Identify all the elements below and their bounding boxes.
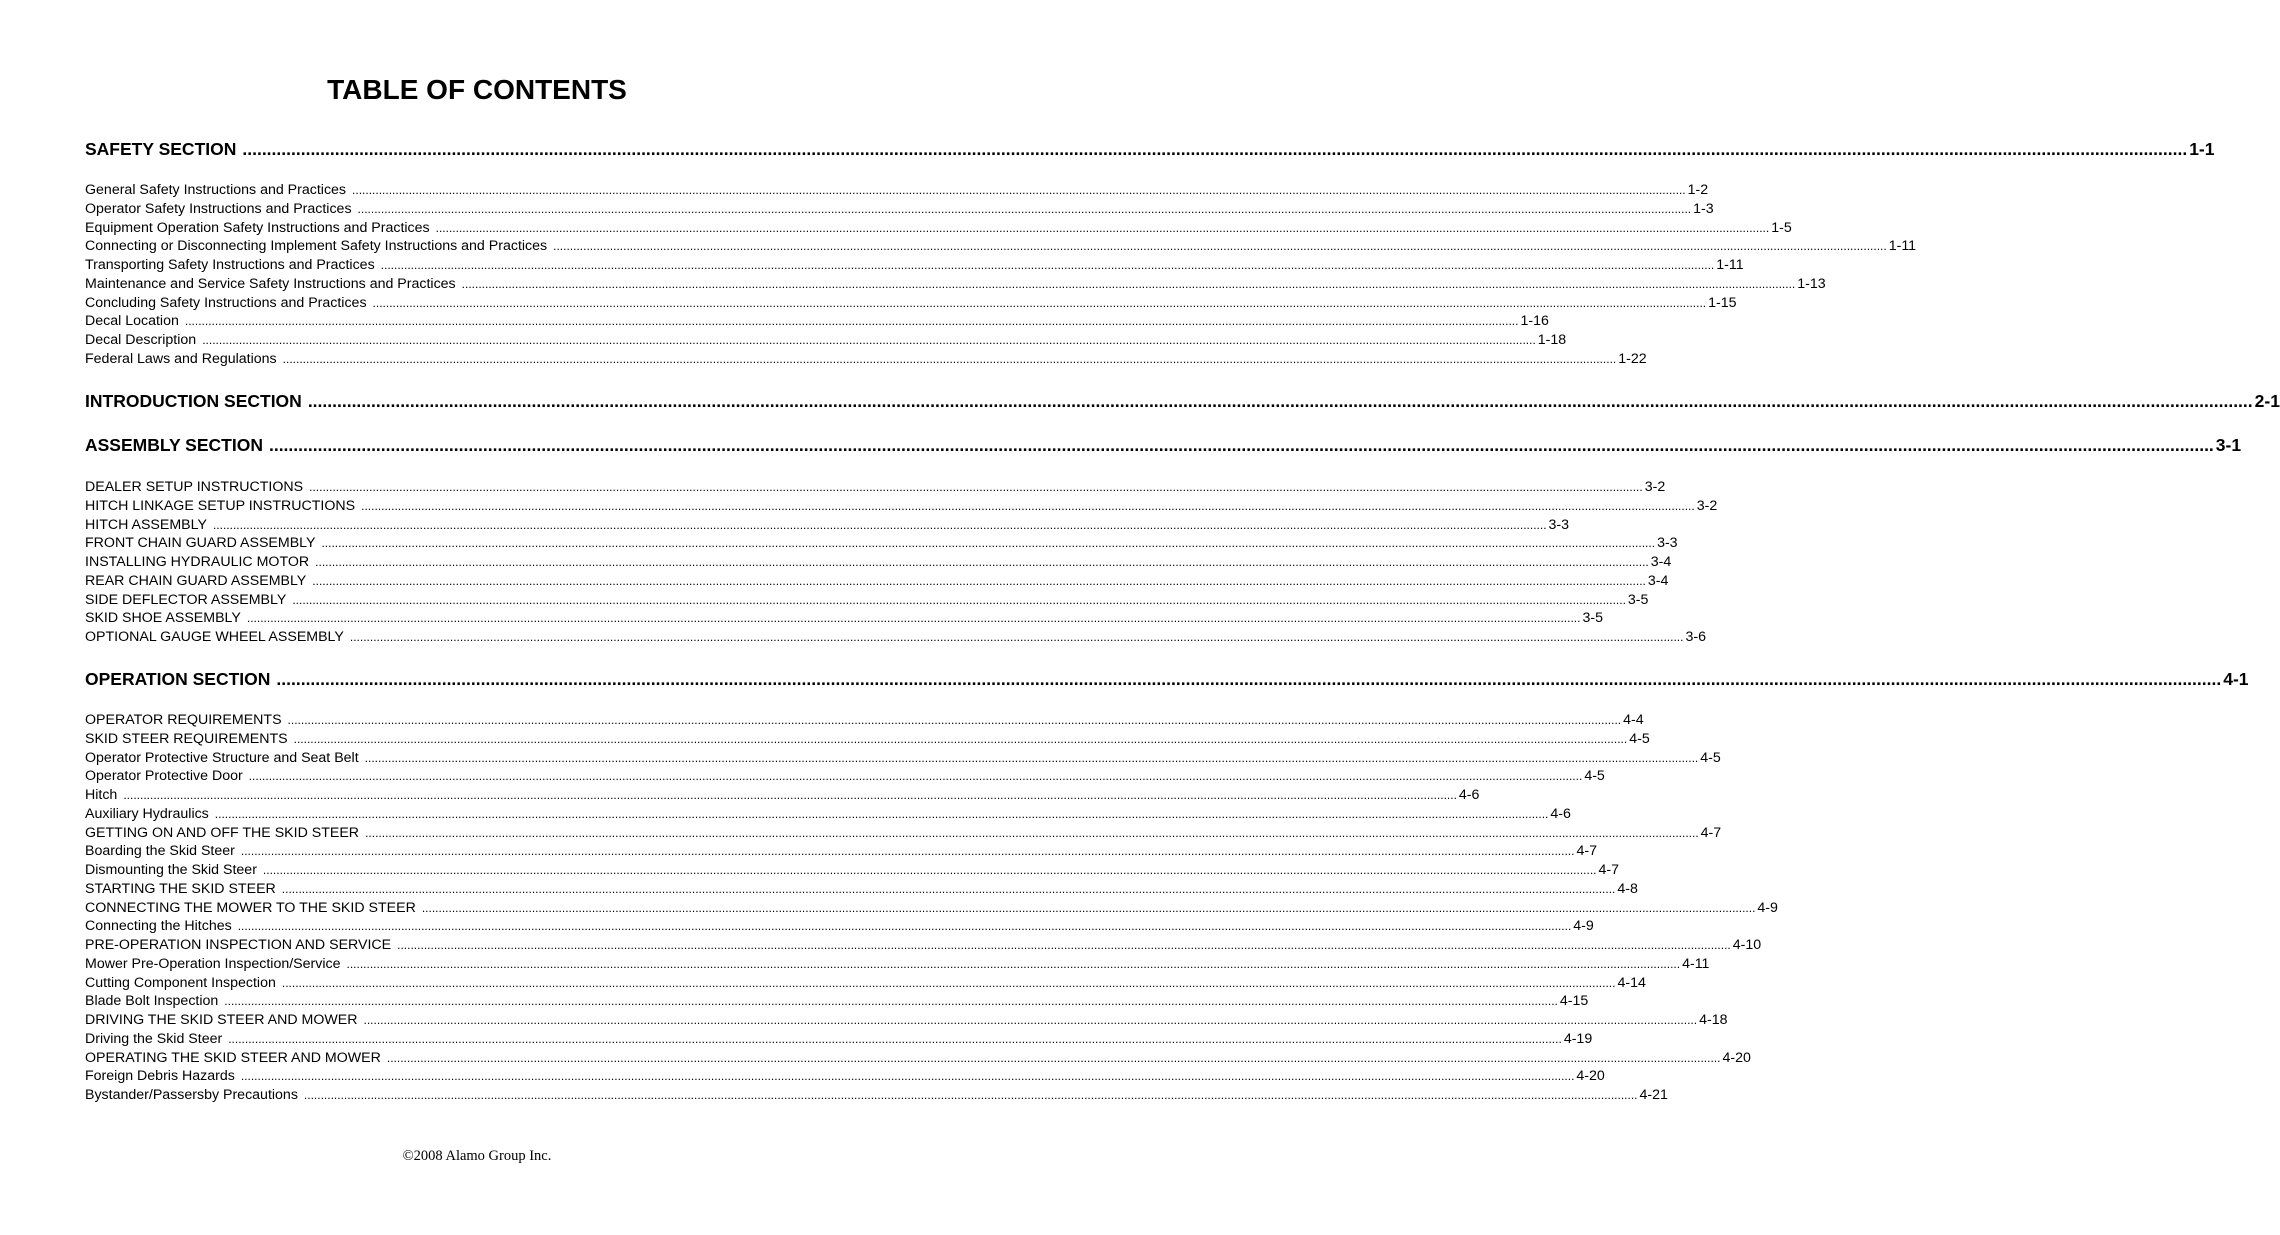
- toc-entry[interactable]: [85, 787, 1480, 803]
- toc-section-heading[interactable]: [85, 435, 2242, 456]
- toc-entry-label: Auxiliary Hydraulics: [85, 805, 209, 822]
- toc-entry[interactable]: [85, 479, 1666, 495]
- toc-entry-page-number: 4-6: [1550, 805, 1571, 822]
- toc-entry-page-number: 4-8: [1617, 880, 1638, 897]
- dot-leader: ................................................................................................................................................................................................................................................................................................................................................................................................................: [321, 536, 1656, 551]
- toc-entry-label: OPTIONAL GAUGE WHEEL ASSEMBLY: [85, 629, 344, 645]
- toc-entry-label: GETTING ON AND OFF THE SKID STEER: [85, 824, 360, 841]
- toc-entry[interactable]: [85, 993, 1589, 1010]
- toc-entry[interactable]: [85, 554, 1672, 570]
- dot-leader: ................................................................................................................................................................................................................................................................................................................................................................................................................: [361, 498, 1695, 513]
- toc-entry-page-number: 1-11: [1716, 257, 1744, 273]
- toc-entry-label: Dismounting the Skid Steer: [85, 862, 257, 878]
- toc-entry-label: Operator Safety Instructions and Practices: [85, 200, 352, 217]
- toc-entry[interactable]: [85, 610, 1603, 627]
- toc-entry-page-number: 1-2: [1687, 182, 1709, 198]
- toc-entry-page-number: 1-15: [1708, 294, 1737, 311]
- toc-entry-label: Decal Description: [85, 332, 197, 348]
- dot-leader: ................................................................................................................................................................................................................................................................................................................................................................................................................: [281, 881, 1616, 896]
- toc-entry-page-number: 4-14: [1617, 974, 1646, 991]
- toc-entry-page-number: 1-18: [1537, 332, 1567, 348]
- dot-leader: ................................................................................................................................................................................................................................................................................................................................................................................................................: [240, 844, 1575, 859]
- toc-entry[interactable]: [85, 937, 1762, 953]
- dot-leader: ................................................................................................................................................................................................................................................................................................................................................................................................................: [312, 573, 1646, 588]
- toc-entry-page-number: 4-15: [1559, 993, 1589, 1010]
- toc-entry[interactable]: [85, 1012, 1728, 1028]
- toc-entry[interactable]: [85, 350, 1647, 367]
- toc-entry-label: SIDE DEFLECTOR ASSEMBLY: [85, 591, 287, 608]
- dot-leader: ................................................................................................................................................................................................................................................................................................................................................................................................................: [237, 919, 1572, 934]
- toc-entry-label: Bystander/Passersby Precautions: [85, 1087, 298, 1103]
- toc-entry-page-number: 4-20: [1576, 1068, 1605, 1085]
- toc-entry-label: STARTING THE SKID STEER: [85, 880, 276, 897]
- dot-leader: ................................................................................................................................................................................................................................................................................................................................................................................................................: [184, 314, 1519, 329]
- toc-entry[interactable]: [85, 1030, 1593, 1047]
- toc-entry-label: General Safety Instructions and Practices: [85, 182, 347, 198]
- dot-leader: ................................................................................................................................................................................................................................................................................................................................................................................................................: [123, 788, 1457, 802]
- dot-leader: ................................................................................................................................................................................................................................................................................................................................................................................................................: [303, 1088, 1638, 1102]
- toc-section-heading-label: INTRODUCTION SECTION: [85, 391, 302, 411]
- toc-entry[interactable]: [85, 899, 1778, 916]
- toc-entry[interactable]: [85, 805, 1571, 822]
- toc-entry-label: FRONT CHAIN GUARD ASSEMBLY: [85, 535, 316, 552]
- dot-leader: ................................................................................................................................................................................................................................................................................................................................................................................................................: [276, 669, 2222, 689]
- dot-leader: ................................................................................................................................................................................................................................................................................................................................................................................................................: [214, 806, 1549, 821]
- toc-entry-label: Equipment Operation Safety Instructions and Practices: [85, 219, 430, 236]
- dot-leader: ................................................................................................................................................................................................................................................................................................................................................................................................................: [553, 239, 1887, 254]
- toc-entry-label: Cutting Component Inspection: [85, 974, 276, 991]
- toc-entry[interactable]: [85, 275, 1826, 292]
- dot-leader: ................................................................................................................................................................................................................................................................................................................................................................................................................: [287, 713, 1622, 727]
- toc-entry-page-number: 1-13: [1797, 275, 1826, 292]
- toc-entry[interactable]: [85, 974, 1646, 991]
- dot-leader: ................................................................................................................................................................................................................................................................................................................................................................................................................: [364, 750, 1699, 765]
- toc-entry[interactable]: [85, 843, 1597, 860]
- toc-entry[interactable]: [85, 824, 1722, 841]
- toc-entry-page-number: 4-19: [1563, 1030, 1593, 1047]
- dot-leader: ................................................................................................................................................................................................................................................................................................................................................................................................................: [421, 900, 1756, 915]
- toc-entry-page-number: 4-9: [1573, 918, 1594, 935]
- toc-section-heading-page-number: 1-1: [2189, 139, 2215, 159]
- dot-leader: ................................................................................................................................................................................................................................................................................................................................................................................................................: [315, 555, 1649, 569]
- toc-entry-label: DEALER SETUP INSTRUCTIONS: [85, 479, 304, 495]
- dot-leader: ................................................................................................................................................................................................................................................................................................................................................................................................................: [363, 1013, 1698, 1027]
- toc-entry-page-number: 4-7: [1598, 862, 1620, 878]
- toc-entry[interactable]: [85, 294, 1737, 311]
- toc-entry-label: PRE-OPERATION INSPECTION AND SERVICE: [85, 937, 392, 953]
- toc-entry-label: Operator Protective Door: [85, 768, 243, 785]
- dot-leader: ................................................................................................................................................................................................................................................................................................................................................................................................................: [242, 139, 2188, 159]
- toc-section-heading-label: ASSEMBLY SECTION: [85, 435, 263, 455]
- toc-entry-page-number: 4-5: [1700, 749, 1721, 766]
- toc-entry[interactable]: [85, 535, 1678, 552]
- toc-entry[interactable]: [85, 219, 1792, 236]
- dot-leader: ................................................................................................................................................................................................................................................................................................................................................................................................................: [282, 351, 1617, 366]
- toc-entry-label: HITCH ASSEMBLY: [85, 516, 207, 533]
- toc-entry[interactable]: [85, 313, 1549, 330]
- toc-entry[interactable]: [85, 497, 1718, 514]
- toc-entry-page-number: 4-20: [1722, 1049, 1751, 1066]
- dot-leader: ................................................................................................................................................................................................................................................................................................................................................................................................................: [349, 630, 1684, 644]
- toc-entry-page-number: 1-22: [1618, 350, 1647, 367]
- toc-entry[interactable]: [85, 1049, 1751, 1066]
- toc-entry-page-number: 1-16: [1520, 313, 1549, 330]
- toc-entry[interactable]: [85, 200, 1714, 217]
- toc-entry-label: Maintenance and Service Safety Instructions and Practices: [85, 275, 456, 292]
- dot-leader: ................................................................................................................................................................................................................................................................................................................................................................................................................: [380, 258, 1715, 272]
- copyright-footer: ©2008 Alamo Group Inc.: [402, 1148, 552, 1164]
- toc-entry[interactable]: [85, 182, 1709, 198]
- toc-entry-label: SKID STEER REQUIREMENTS: [85, 730, 288, 747]
- toc-entry-page-number: 3-4: [1647, 572, 1669, 589]
- toc-section-heading[interactable]: [85, 669, 2249, 690]
- toc-entry[interactable]: [85, 768, 1605, 785]
- dot-leader: ................................................................................................................................................................................................................................................................................................................................................................................................................: [212, 517, 1547, 532]
- toc-entry[interactable]: [85, 516, 1570, 533]
- toc-entry-page-number: 3-3: [1657, 535, 1678, 552]
- dot-leader: ................................................................................................................................................................................................................................................................................................................................................................................................................: [240, 1069, 1575, 1084]
- toc-section-heading[interactable]: [85, 391, 2280, 412]
- dot-leader: ................................................................................................................................................................................................................................................................................................................................................................................................................: [309, 480, 1643, 494]
- dot-leader: ................................................................................................................................................................................................................................................................................................................................................................................................................: [281, 975, 1616, 990]
- toc-entry[interactable]: [85, 730, 1650, 747]
- toc-entry-page-number: 4-9: [1757, 899, 1778, 916]
- toc-entry-label: Connecting the Hitches: [85, 918, 232, 935]
- dot-leader: ................................................................................................................................................................................................................................................................................................................................................................................................................: [461, 276, 1796, 291]
- toc-entry-page-number: 1-3: [1693, 200, 1714, 217]
- toc-entry[interactable]: [85, 1087, 1668, 1103]
- toc-entry-page-number: 3-6: [1685, 629, 1706, 645]
- toc-section-heading[interactable]: [85, 139, 2215, 160]
- dot-leader: ................................................................................................................................................................................................................................................................................................................................................................................................................: [246, 611, 1581, 626]
- dot-leader: ................................................................................................................................................................................................................................................................................................................................................................................................................: [293, 731, 1628, 746]
- toc-entry-page-number: 4-5: [1629, 730, 1650, 747]
- toc-entry-page-number: 1-5: [1771, 219, 1792, 236]
- toc-section-heading-label: OPERATION SECTION: [85, 669, 271, 689]
- toc-entry-label: Federal Laws and Regulations: [85, 350, 277, 367]
- toc-section-heading-page-number: 3-1: [2215, 435, 2242, 455]
- dot-leader: ................................................................................................................................................................................................................................................................................................................................................................................................................: [346, 956, 1681, 971]
- toc-entry-label: Hitch: [85, 787, 118, 803]
- toc-entry-page-number: 3-5: [1582, 610, 1603, 627]
- toc-entry-label: CONNECTING THE MOWER TO THE SKID STEER: [85, 899, 416, 916]
- toc-entry[interactable]: [85, 591, 1649, 608]
- toc-entry-page-number: 3-2: [1696, 497, 1718, 514]
- page-title: TABLE OF CONTENTS: [327, 74, 627, 105]
- toc-entry-label: Mower Pre-Operation Inspection/Service: [85, 955, 341, 972]
- dot-leader: ................................................................................................................................................................................................................................................................................................................................................................................................................: [372, 295, 1707, 310]
- dot-leader: ................................................................................................................................................................................................................................................................................................................................................................................................................: [397, 938, 1731, 952]
- toc-entry-page-number: 4-18: [1699, 1012, 1728, 1028]
- dot-leader: ................................................................................................................................................................................................................................................................................................................................................................................................................: [268, 435, 2214, 455]
- toc-entry-page-number: 4-7: [1700, 824, 1722, 841]
- toc-entry-label: REAR CHAIN GUARD ASSEMBLY: [85, 572, 307, 589]
- toc-entry-label: DRIVING THE SKID STEER AND MOWER: [85, 1012, 358, 1028]
- toc-entry[interactable]: [85, 880, 1638, 897]
- toc-entry[interactable]: [85, 1068, 1605, 1085]
- toc-entry-page-number: 4-7: [1576, 843, 1597, 860]
- dot-leader: ................................................................................................................................................................................................................................................................................................................................................................................................................: [224, 994, 1558, 1009]
- toc-entry-label: Transporting Safety Instructions and Practices: [85, 257, 375, 273]
- toc-entry-page-number: 4-10: [1732, 937, 1762, 953]
- dot-leader: ................................................................................................................................................................................................................................................................................................................................................................................................................: [262, 863, 1597, 877]
- toc-entry-label: Boarding the Skid Steer: [85, 843, 235, 860]
- dot-leader: ................................................................................................................................................................................................................................................................................................................................................................................................................: [202, 333, 1536, 347]
- toc-entry-page-number: 1-11: [1888, 238, 1917, 255]
- toc-entry-page-number: 3-2: [1644, 479, 1666, 495]
- toc-section-heading-page-number: 2-1: [2254, 391, 2280, 411]
- toc-entry-page-number: 4-5: [1584, 768, 1605, 785]
- toc-entry-label: Driving the Skid Steer: [85, 1030, 223, 1047]
- dot-leader: ................................................................................................................................................................................................................................................................................................................................................................................................................: [228, 1031, 1562, 1046]
- toc-entry[interactable]: [85, 629, 1706, 645]
- toc-entry[interactable]: [85, 238, 1917, 255]
- toc-entry-label: HITCH LINKAGE SETUP INSTRUCTIONS: [85, 497, 356, 514]
- toc-section-heading-label: SAFETY SECTION: [85, 139, 237, 159]
- toc-entry-label: OPERATOR REQUIREMENTS: [85, 712, 282, 728]
- toc-entry-label: INSTALLING HYDRAULIC MOTOR: [85, 554, 310, 570]
- toc-entry[interactable]: [85, 572, 1669, 589]
- dot-leader: ................................................................................................................................................................................................................................................................................................................................................................................................................: [365, 825, 1699, 840]
- dot-leader: ................................................................................................................................................................................................................................................................................................................................................................................................................: [357, 201, 1692, 216]
- toc-entry-page-number: 4-6: [1458, 787, 1480, 803]
- toc-entry-label: Foreign Debris Hazards: [85, 1068, 235, 1085]
- toc-entry-label: Connecting or Disconnecting Implement Safety Instructions and Practices: [85, 238, 548, 255]
- toc-entry-page-number: 3-3: [1548, 516, 1570, 533]
- toc-entry[interactable]: [85, 749, 1721, 766]
- toc-entry[interactable]: [85, 712, 1644, 728]
- dot-leader: ................................................................................................................................................................................................................................................................................................................................................................................................................: [248, 769, 1583, 784]
- toc-entry-label: Blade Bolt Inspection: [85, 993, 219, 1010]
- dot-leader: ................................................................................................................................................................................................................................................................................................................................................................................................................: [352, 183, 1686, 197]
- toc-entry[interactable]: [85, 955, 1710, 972]
- toc-entry-page-number: 4-21: [1639, 1087, 1668, 1103]
- toc-entry-label: SKID SHOE ASSEMBLY: [85, 610, 241, 627]
- toc-entry-label: OPERATING THE SKID STEER AND MOWER: [85, 1049, 381, 1066]
- dot-leader: ................................................................................................................................................................................................................................................................................................................................................................................................................: [386, 1050, 1721, 1065]
- toc-entry[interactable]: [85, 257, 1744, 273]
- dot-leader: ................................................................................................................................................................................................................................................................................................................................................................................................................: [292, 592, 1626, 607]
- toc-entry[interactable]: [85, 862, 1620, 878]
- toc-entry-label: Decal Location: [85, 313, 179, 330]
- toc-entry-page-number: 3-4: [1650, 554, 1672, 570]
- toc-entry[interactable]: [85, 332, 1567, 348]
- toc-entry-label: Operator Protective Structure and Seat Belt: [85, 749, 359, 766]
- toc-entry-page-number: 4-11: [1682, 955, 1710, 972]
- toc-entry-label: Concluding Safety Instructions and Practices: [85, 294, 367, 311]
- toc-entry-page-number: 3-5: [1627, 591, 1649, 608]
- dot-leader: ................................................................................................................................................................................................................................................................................................................................................................................................................: [435, 220, 1770, 235]
- toc-section-heading-page-number: 4-1: [2223, 669, 2249, 689]
- dot-leader: ................................................................................................................................................................................................................................................................................................................................................................................................................: [307, 391, 2253, 411]
- toc-entry[interactable]: [85, 918, 1594, 935]
- toc-entry-page-number: 4-4: [1623, 712, 1644, 728]
